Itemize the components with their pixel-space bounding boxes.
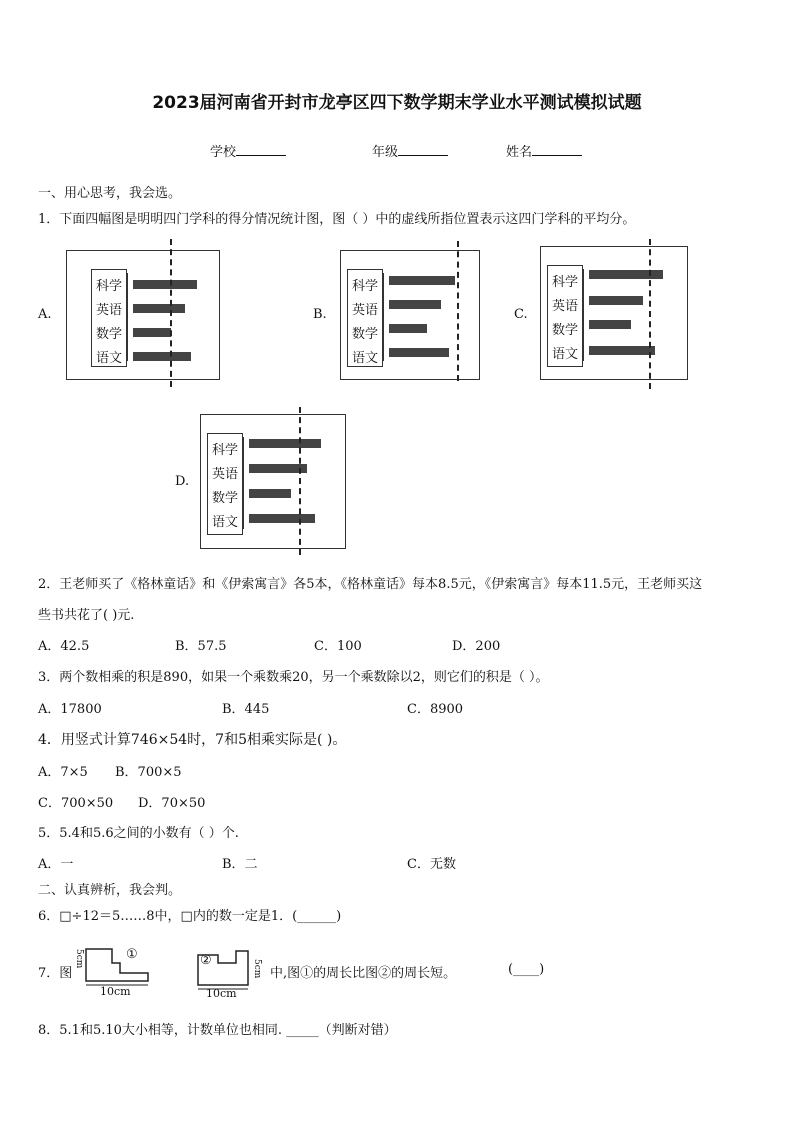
average-dashed-line: [299, 407, 301, 555]
q4-option-b[interactable]: B．700×5: [115, 765, 182, 780]
subject-label-math: 数学: [212, 491, 239, 506]
q1-figure-d: [200, 414, 346, 549]
q3-option-a[interactable]: A．17800: [38, 702, 102, 717]
subject-label-math: 数学: [96, 327, 123, 342]
average-dashed-line: [457, 241, 459, 381]
q1-option-d-label[interactable]: D.: [175, 474, 190, 489]
q6-text: 6．□÷12＝5……8中，□内的数一定是1．(______): [38, 909, 342, 924]
q8-text: 8．5.1和5.10大小相等，计数单位也相同. _____（判断对错）: [38, 1023, 397, 1038]
bar-science: [249, 439, 321, 448]
bar-english: [133, 304, 185, 313]
q5-option-b[interactable]: B．二: [222, 857, 258, 872]
q4-option-d[interactable]: D．70×50: [138, 796, 206, 811]
subject-label-english: 英语: [96, 303, 123, 318]
q7-prefix: 7．图: [38, 966, 73, 981]
q7-figure-1: [64, 945, 154, 998]
q1-option-c-label[interactable]: C.: [514, 307, 528, 322]
q2-option-a[interactable]: A．42.5: [38, 639, 90, 654]
subject-label-english: 英语: [552, 299, 579, 314]
subject-label-box: [547, 265, 583, 367]
q7-fig2-number: ②: [200, 953, 212, 968]
subject-label-english: 英语: [212, 467, 239, 482]
q2-option-c[interactable]: C．100: [314, 639, 362, 654]
q7-figure-2: [194, 945, 268, 1000]
name-label: 姓名: [506, 145, 533, 160]
bar-math: [589, 320, 631, 329]
q1-figure-b: [340, 250, 480, 380]
subject-label-science: 科学: [552, 275, 579, 290]
q2-text-line2: 些书共花了( )元.: [38, 608, 135, 623]
q1-figure-a: [66, 250, 220, 380]
bar-math: [389, 324, 427, 333]
school-blank[interactable]: [236, 142, 286, 156]
q7-answer-blank[interactable]: (____): [508, 962, 545, 977]
q5-option-a[interactable]: A．一: [38, 857, 74, 872]
q7-fig1-height-label: 5cm: [74, 949, 84, 969]
q1-option-b-label[interactable]: B.: [313, 307, 327, 322]
q2-option-b[interactable]: B．57.5: [175, 639, 227, 654]
q3-option-c[interactable]: C．8900: [407, 702, 464, 717]
school-label: 学校: [210, 145, 237, 160]
bracket-line: [583, 269, 584, 361]
bar-english: [589, 296, 643, 305]
q1-figure-c: [540, 246, 688, 380]
bar-math: [133, 328, 171, 337]
subject-label-math: 数学: [552, 323, 579, 338]
subject-label-chinese: 语文: [352, 351, 379, 366]
bracket-line: [243, 437, 244, 529]
q3-text: 3．两个数相乘的积是890，如果一个乘数乘20，另一个乘数除以2，则它们的积是（ ）。: [38, 670, 549, 685]
q2-text-line1: 2．王老师买了《格林童话》和《伊索寓言》各5本，《格林童话》每本8.5元，《伊索寓言》每本11.5元，王老师买这: [38, 577, 703, 592]
q4-option-a[interactable]: A．7×5: [38, 765, 88, 780]
school-field: [210, 141, 286, 160]
q1-option-a-label[interactable]: A.: [38, 307, 52, 322]
subject-label-chinese: 语文: [212, 515, 239, 530]
q4-option-c[interactable]: C．700×50: [38, 796, 114, 811]
subject-label-box: [207, 433, 243, 535]
q5-text: 5．5.4和5.6之间的小数有（ ）个.: [38, 826, 239, 841]
bar-math: [249, 489, 291, 498]
subject-label-chinese: 语文: [552, 347, 579, 362]
subject-label-science: 科学: [352, 279, 379, 294]
grade-field: [372, 141, 448, 160]
q3-option-b[interactable]: B．445: [222, 702, 270, 717]
bar-chinese: [133, 352, 191, 361]
bracket-line: [127, 273, 128, 361]
q2-option-d[interactable]: D．200: [452, 639, 501, 654]
average-dashed-line: [649, 239, 651, 389]
bar-science: [389, 276, 455, 285]
grade-label: 年级: [372, 145, 399, 160]
grade-blank[interactable]: [398, 142, 448, 156]
q5-option-c[interactable]: C．无数: [407, 857, 456, 872]
q4-text: 4．用竖式计算746×54时，7和5相乘实际是( )。: [38, 732, 347, 748]
bar-chinese: [389, 348, 449, 357]
subject-label-math: 数学: [352, 327, 379, 342]
bar-science: [589, 270, 663, 279]
bar-chinese: [589, 346, 655, 355]
page-title: 2023届河南省开封市龙亭区四下数学期末学业水平测试模拟试题: [152, 93, 642, 113]
q1-text: 1．下面四幅图是明明四门学科的得分情况统计图，图（ ）中的虚线所指位置表示这四门学科的平均分。: [38, 212, 636, 227]
subject-label-english: 英语: [352, 303, 379, 318]
subject-label-science: 科学: [212, 443, 239, 458]
average-dashed-line: [170, 239, 172, 387]
bar-english: [389, 300, 441, 309]
bracket-line: [383, 273, 384, 361]
bar-chinese: [249, 514, 315, 523]
section2-heading: 二、认真辨析，我会判。: [38, 883, 182, 898]
q7-fig2-height-label: 5cm: [252, 959, 262, 979]
q7-fig1-width-label: 10cm: [100, 985, 131, 998]
q7-fig2-width-label: 10cm: [206, 987, 237, 1000]
subject-label-science: 科学: [96, 279, 123, 294]
bar-science: [133, 280, 197, 289]
section1-heading: 一、用心思考，我会选。: [38, 186, 182, 201]
subject-label-box: [91, 269, 127, 367]
subject-label-box: [347, 269, 383, 367]
name-blank[interactable]: [532, 142, 582, 156]
name-field: [506, 141, 582, 160]
subject-label-chinese: 语文: [96, 351, 123, 366]
q7-fig1-number: ①: [126, 947, 138, 962]
q7-suffix: 中,图①的周长比图②的周长短。: [270, 966, 457, 981]
